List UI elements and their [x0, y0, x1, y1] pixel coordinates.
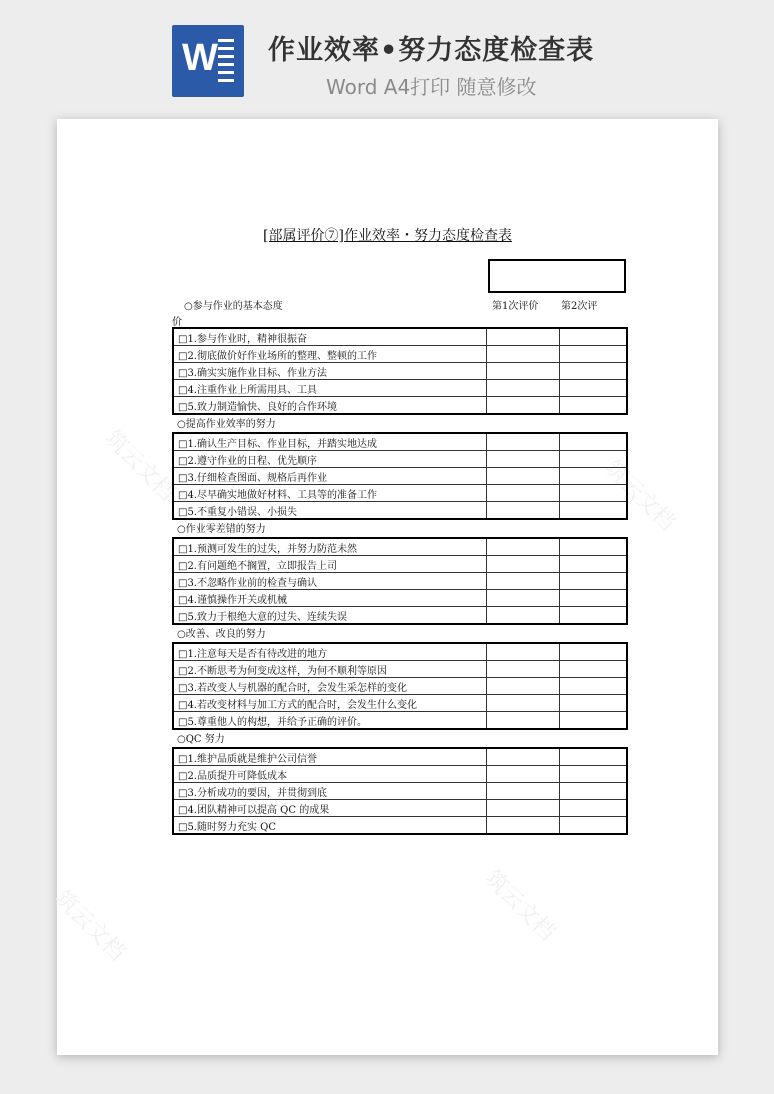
table-row — [173, 485, 627, 502]
first-score-cell[interactable] — [487, 397, 560, 415]
table-row — [173, 783, 627, 800]
checklist-item: □5.尊重他人的构想，并给予正确的评价。 — [173, 712, 487, 730]
first-score-cell[interactable] — [487, 800, 560, 817]
checklist-item: □2.遵守作业的日程、优先顺序 — [173, 451, 487, 468]
table-row — [173, 433, 627, 451]
second-score-cell[interactable] — [560, 748, 628, 766]
second-score-cell[interactable] — [560, 451, 628, 468]
second-score-cell[interactable] — [560, 661, 628, 678]
section-title: ○提高作业效率的努力 — [177, 419, 276, 430]
checklist-table — [172, 642, 628, 730]
checklist-table — [172, 747, 628, 835]
first-score-cell[interactable] — [487, 678, 560, 695]
first-score-cell[interactable] — [487, 538, 560, 556]
second-score-cell[interactable] — [560, 643, 628, 661]
second-score-cell[interactable] — [560, 397, 628, 415]
checklist-item: □4.尽早确实地做好材料、工具等的准备工作 — [173, 485, 487, 502]
checklist-item: □3.不忽略作业前的检查与确认 — [173, 573, 487, 590]
second-score-cell[interactable] — [560, 766, 628, 783]
section-title: ○QC 努力 — [177, 734, 225, 745]
first-score-cell[interactable] — [487, 468, 560, 485]
checklist-item: □5.致力制造愉快、良好的合作环境 — [173, 397, 487, 415]
table-row — [173, 502, 627, 520]
first-score-cell[interactable] — [487, 817, 560, 835]
table-row — [173, 451, 627, 468]
first-score-cell[interactable] — [487, 661, 560, 678]
table-row — [173, 661, 627, 678]
checklist-item: □2.品质提升可降低成本 — [173, 766, 487, 783]
sheet-title — [57, 225, 718, 245]
checklist-item: □3.确实实施作业目标、作业方法 — [173, 363, 487, 380]
first-score-cell[interactable] — [487, 695, 560, 712]
checklist-item: □1.预测可发生的过失，并努力防范未然 — [173, 538, 487, 556]
first-score-cell[interactable] — [487, 346, 560, 363]
table-row — [173, 607, 627, 625]
second-score-cell[interactable] — [560, 817, 628, 835]
document-title: 作业效率•努力态度检查表 — [268, 35, 595, 66]
checklist-item: □3.若改变人与机器的配合时，会发生采怎样的变化 — [173, 678, 487, 695]
document-subtitle: Word A4打印 随意修改 — [326, 75, 537, 99]
second-evaluation-header: 第2次评 — [561, 301, 598, 312]
checklist-table — [172, 327, 628, 415]
first-score-cell[interactable] — [487, 485, 560, 502]
first-score-cell[interactable] — [487, 363, 560, 380]
checklist-item: □3.分析成功的要因，并贯彻到底 — [173, 783, 487, 800]
second-score-cell[interactable] — [560, 573, 628, 590]
section-title: ○参与作业的基本态度 — [184, 301, 283, 312]
checklist-item: □2.彻底做价好作业场所的整理、整顿的工作 — [173, 346, 487, 363]
table-row — [173, 817, 627, 835]
checklist-item: □3.仔细检查图面、规格后再作业 — [173, 468, 487, 485]
first-score-cell[interactable] — [487, 573, 560, 590]
second-score-cell[interactable] — [560, 607, 628, 625]
table-row — [173, 800, 627, 817]
word-icon — [172, 25, 244, 97]
second-score-cell[interactable] — [560, 538, 628, 556]
second-score-cell[interactable] — [560, 380, 628, 397]
table-row — [173, 363, 627, 380]
watermark: 筑云文档 — [99, 425, 180, 506]
second-score-cell[interactable] — [560, 502, 628, 520]
table-row — [173, 643, 627, 661]
table-row — [173, 590, 627, 607]
first-score-cell[interactable] — [487, 451, 560, 468]
first-evaluation-header: 第1次评价 — [492, 301, 539, 312]
table-row — [173, 766, 627, 783]
second-score-cell[interactable] — [560, 485, 628, 502]
sheet-title-text: [部属评价⑦]作业效率・努力态度检查表 — [263, 228, 512, 244]
watermark: 筑云文档 — [599, 455, 680, 536]
document-page — [49, 119, 718, 1055]
second-score-cell[interactable] — [560, 363, 628, 380]
second-score-cell[interactable] — [560, 346, 628, 363]
first-score-cell[interactable] — [487, 748, 560, 766]
second-score-cell[interactable] — [560, 678, 628, 695]
second-score-cell[interactable] — [560, 800, 628, 817]
checklist-item: □2.不断思考为何变成这样，为何不顺利等原因 — [173, 661, 487, 678]
second-score-cell[interactable] — [560, 783, 628, 800]
second-score-cell[interactable] — [560, 695, 628, 712]
first-score-cell[interactable] — [487, 328, 560, 346]
table-row — [173, 748, 627, 766]
word-icon-letter: W — [182, 37, 218, 79]
second-evaluation-header-wrap: 价 — [172, 317, 182, 328]
first-score-cell[interactable] — [487, 643, 560, 661]
table-row — [173, 328, 627, 346]
checklist-item: □1.注意每天是否有待改进的地方 — [173, 643, 487, 661]
rating-box[interactable] — [488, 259, 626, 293]
checklist-item: □1.维护品质就是维护公司信誉 — [173, 748, 487, 766]
first-score-cell[interactable] — [487, 433, 560, 451]
checklist-item: □2.有问题绝不搁置，立即报告上司 — [173, 556, 487, 573]
checklist-table — [172, 537, 628, 625]
first-score-cell[interactable] — [487, 502, 560, 520]
table-row — [173, 712, 627, 730]
table-row — [173, 538, 627, 556]
table-row — [173, 556, 627, 573]
checklist-item: □5.不重复小错误、小损失 — [173, 502, 487, 520]
table-row — [173, 678, 627, 695]
first-score-cell[interactable] — [487, 783, 560, 800]
table-row — [173, 346, 627, 363]
checklist — [172, 327, 628, 835]
first-score-cell[interactable] — [487, 556, 560, 573]
section-title: ○改善、改良的努力 — [177, 629, 266, 640]
first-score-cell[interactable] — [487, 712, 560, 730]
watermark: 筑云文档 — [49, 885, 130, 966]
table-row — [173, 573, 627, 590]
checklist-item: □4.若改变材料与加工方式的配合时，会发生什么变化 — [173, 695, 487, 712]
second-score-cell[interactable] — [560, 328, 628, 346]
checklist-item: □4.团队精神可以提高 QC 的成果 — [173, 800, 487, 817]
section-title: ○作业零差错的努力 — [177, 524, 266, 535]
checklist-item: □1.参与作业时，精神很振奋 — [173, 328, 487, 346]
second-score-cell[interactable] — [560, 590, 628, 607]
table-row — [173, 695, 627, 712]
checklist-item: □4.注重作业上所需用具、工具 — [173, 380, 487, 397]
header — [0, 0, 774, 110]
second-score-cell[interactable] — [560, 468, 628, 485]
table-row — [173, 380, 627, 397]
first-score-cell[interactable] — [487, 607, 560, 625]
checklist-item: □5.致力于根绝大意的过失、连续失误 — [173, 607, 487, 625]
checklist-table — [172, 432, 628, 520]
first-score-cell[interactable] — [487, 766, 560, 783]
first-score-cell[interactable] — [487, 590, 560, 607]
checklist-item: □4.谨慎操作开关或机械 — [173, 590, 487, 607]
second-score-cell[interactable] — [560, 433, 628, 451]
table-row — [173, 397, 627, 415]
watermark: 筑云文档 — [479, 865, 560, 946]
second-score-cell[interactable] — [560, 556, 628, 573]
table-row — [173, 468, 627, 485]
second-score-cell[interactable] — [560, 712, 628, 730]
checklist-item: □1.确认生产目标、作业目标，并踏实地达成 — [173, 433, 487, 451]
first-score-cell[interactable] — [487, 380, 560, 397]
checklist-item: □5.随时努力充实 QC — [173, 817, 487, 835]
